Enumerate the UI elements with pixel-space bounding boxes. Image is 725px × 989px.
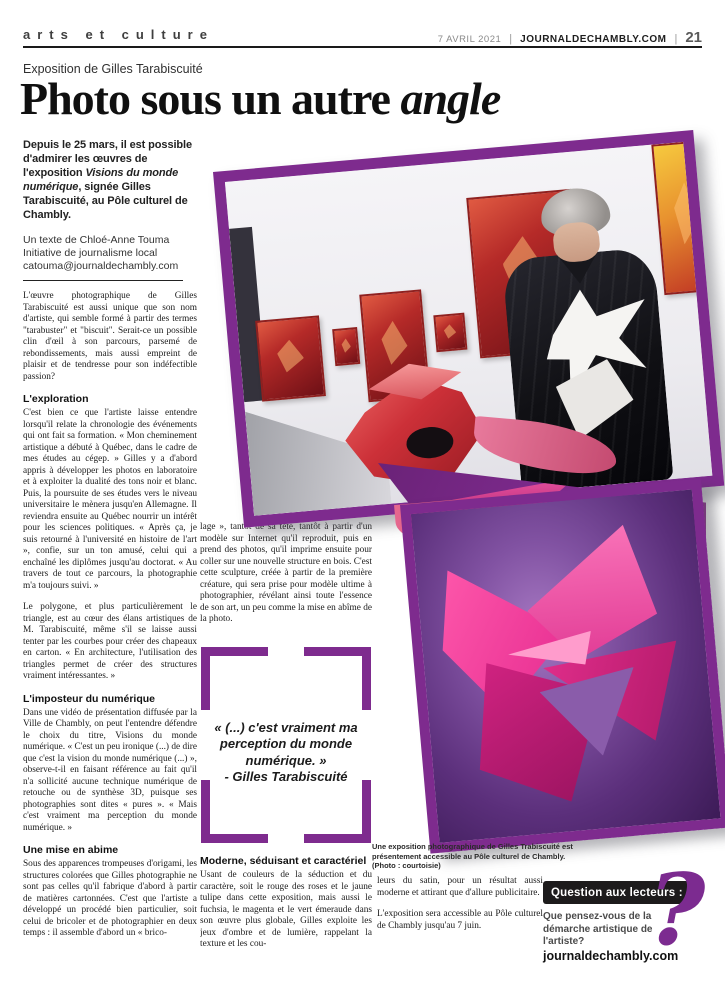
separator: | bbox=[509, 33, 513, 45]
headline bbox=[20, 72, 500, 125]
question-box-title: Question aux lecteurs : bbox=[551, 886, 683, 899]
question-box-site: journaldechambly.com bbox=[543, 949, 679, 963]
issue-date: 7 AVRIL 2021 bbox=[437, 34, 502, 45]
wall-artwork bbox=[433, 312, 468, 352]
paragraph: Le polygone, et plus particulièrement le triangle, est au cœur des élans artistiques de M. Tarabiscuité, même s'il se laisse aussi tenter par les courbes pour créer des chapeaux en carton. « En architecture, l'utilisation des triangles permet de créer des structures vraiment intéressantes. » bbox=[23, 602, 197, 681]
section-heading: Moderne, séduisant et caractériel bbox=[200, 855, 367, 867]
quote-body: « (...) c'est vraiment ma perception du monde numérique. » bbox=[214, 719, 358, 768]
section-title: arts et culture bbox=[23, 27, 214, 42]
photo-caption: Une exposition photographique de Gilles Trabiscuité est présentement accessible au Pôle culturel de Chambly. (Photo : courtoisie) bbox=[372, 842, 573, 870]
headline-regular: Photo sous un autre bbox=[20, 73, 401, 124]
column-2-bottom bbox=[200, 855, 372, 980]
paragraph: leurs du satin, pour un résultat aussi moderne et attirant que d'allure publicitaire. bbox=[377, 876, 543, 898]
pull-quote-text bbox=[211, 720, 361, 786]
page-number: 21 bbox=[685, 29, 702, 46]
headline-italic: angle bbox=[400, 73, 501, 124]
section-heading: L'imposteur du numérique bbox=[23, 692, 156, 705]
paragraph: Sous des apparences trompeuses d'origami, les structures colorées que Gilles photographie ne sont pas celles qu'il fabrique d'abord à partir de matières cartonnées. C'est que l'artiste a développé un procédé bien particulier, soit celui de bricoler et de photographier en deux temps : il assemble d'abord un « brico- bbox=[23, 859, 197, 938]
column-3 bbox=[377, 876, 543, 981]
section-heading: L'exploration bbox=[23, 393, 89, 405]
question-mark-icon: ? bbox=[648, 853, 706, 968]
section-heading: Une mise en abime bbox=[23, 844, 119, 856]
wall-artwork bbox=[332, 327, 360, 367]
byline-initiative: Initiative de journalisme local bbox=[23, 247, 158, 259]
lede-post: , signée Gilles Tarabiscuité, au Pôle culturel de Chambly. bbox=[23, 181, 188, 221]
gallery-photo-content bbox=[225, 142, 712, 516]
site-name: JOURNALDECHAMBLY.COM bbox=[520, 34, 667, 45]
byline-author: Un texte de Chloé-Anne Touma bbox=[23, 234, 170, 246]
question-box-body: Que pensez-vous de la démarche artistique de l'artiste? bbox=[543, 911, 653, 947]
byline bbox=[23, 234, 183, 281]
paragraph: lage », tantôt de sa tête, tantôt à partir d'un modèle sur Internet qu'il reproduit, puis en prend des photos, qu'il imprime ensuite pour coller sur une nouvelle structure en bois. C'est cette sculpture, créée à partir de la première créature, qui sera prise pour modèle ultime à photographier, révélant ainsi toute l'essence de son art, un peu comme la mise en abîme de la photo. bbox=[200, 522, 372, 624]
origami-photo-content bbox=[411, 490, 721, 843]
separator: | bbox=[674, 33, 678, 45]
column-1 bbox=[23, 138, 197, 978]
quote-attribution: - Gilles Tarabiscuité bbox=[224, 769, 348, 785]
lede-italic: Visions du monde numérique bbox=[23, 167, 179, 193]
origami-closeup-photo bbox=[400, 479, 725, 854]
quote-bracket-icon bbox=[201, 647, 268, 710]
lede-pre: Depuis le 25 mars, il est possible d'admirer les œuvres de l'exposition bbox=[23, 139, 193, 179]
exhibition-gallery-photo bbox=[213, 130, 724, 528]
paragraph: L'œuvre photographique de Gilles Tarabiscuité est aussi unique que son nom d'artiste, qui semble formé à partir des termes "tarabuster" et "biscuit". Serait-ce un possible clin d'œil à son parcours, parsemé de rebondissements, mais aussi empreint de plaisir et de tendresse pour son indéfectible passion? bbox=[23, 291, 197, 382]
paragraph: Dans une vidéo de présentation diffusée par la Ville de Chambly, on peut l'entendre défendre le choix du titre, Visions du monde numérique. « C'est un peu ironique (...) de dire que c'est la vision du monde numérique (...) », observe-t-il en faisant référence au fait qu'il n'a sollicité aucune technique numérique de retouche ou de synthèse 3D, puisque ses photographies sont dites « pures ». « Mais c'est vraiment ma perception du monde numérique. » bbox=[23, 707, 197, 833]
quote-bracket-icon bbox=[201, 780, 268, 843]
masthead-meta bbox=[438, 29, 702, 46]
lede bbox=[23, 138, 197, 222]
kicker: Exposition de Gilles Tarabiscuité bbox=[23, 62, 203, 76]
quote-bracket-icon bbox=[304, 647, 371, 710]
pull-quote bbox=[201, 647, 371, 843]
masthead-rule bbox=[23, 46, 702, 48]
paragraph: C'est bien ce que l'artiste laisse entendre lorsqu'il relate la chronologie des événements qui ont fait sa formation. « Mon cheminement artistique a débuté à Québec, dans le cadre de mes études au cégep. » Gilles y a d'abord appris à développer les photos en laboratoire et à exploiter la dualité des tons noir et blanc. Puis, la poursuite de ses études vers le niveau universitaire le mènera jusqu'en Allemagne. Il reviendra ensuite au Québec nourrir un intérêt pour les sciences politiques. « Après ça, je suis retourné à l'université en histoire de l'art », confie, sur un ton amusé, celui qui a enchaîné les diplômes jusqu'au doctorat. « Au travers de tout ce parcours, la photographie m'a toujours suivi. » bbox=[23, 408, 197, 591]
quote-bracket-icon bbox=[304, 780, 371, 843]
byline-email: catouma@journaldechambly.com bbox=[23, 260, 179, 272]
paragraph: L'exposition sera accessible au Pôle culturel de Chambly jusqu'au 7 juin. bbox=[377, 909, 543, 931]
paragraph: Usant de couleurs de la séduction et du caractère, soit le rouge des roses et le jaune tulipe dans cette exposition, mais aussi le fuchsia, le magenta et le vert émeraude dans son œuvre plus globale, Gilles exploite les jeux d'ombre et de lumière, rappelant la texture et les cou- bbox=[200, 870, 372, 949]
